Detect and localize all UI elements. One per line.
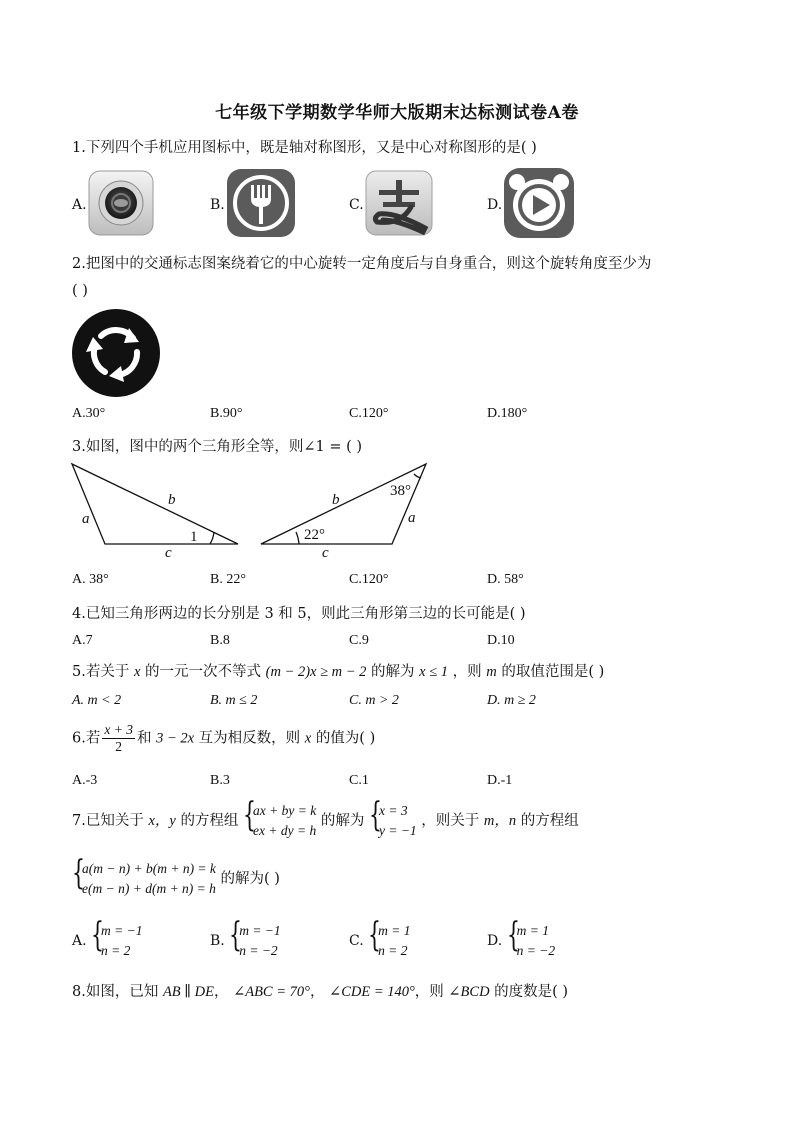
q3-option-a: A. 38° xyxy=(72,572,109,587)
q6-option-a: A.-3 xyxy=(72,773,98,788)
q4-option-d: D.10 xyxy=(487,633,515,648)
q4-option-a: A.7 xyxy=(72,633,93,648)
q3-option-c: C.120° xyxy=(349,572,389,587)
question-2-line-2: ( ) xyxy=(72,283,88,299)
q2-option-c: C.120° xyxy=(349,406,389,421)
right-label-b: b xyxy=(332,492,340,508)
question-7-line-2: { a(m − n) + b(m + n) = k e(m − n) + d(m + n) = h 的解为( ) xyxy=(72,859,280,899)
question-1-text: 1.下列四个手机应用图标中，既是轴对称图形，又是中心对称图形的是( ) xyxy=(72,140,537,156)
q7-option-b: B. { m = −1 n = −2 xyxy=(210,915,281,958)
q1-option-a-label: A. xyxy=(72,197,87,213)
page-title: 七年级下学期数学华师大版期末达标测试卷A卷 xyxy=(215,103,579,123)
equation-system-2: { a(m − n) + b(m + n) = k e(m − n) + d(m + n) = h xyxy=(72,853,216,896)
q4-option-b: B.8 xyxy=(210,633,230,648)
right-angle-22-arc xyxy=(296,532,299,544)
left-angle-1-arc xyxy=(210,532,214,544)
question-7-line-1: 7.已知关于 x，y 的方程组 { ax + by = k ex + dy = h 的解为 { x = 3 y = −1 ，则关于 m，n 的方程组 xyxy=(72,801,579,841)
question-2-line-1: 2.把图中的交通标志图案绕着它的中心旋转一定角度后与自身重合，则这个旋转角度至少为 xyxy=(72,256,652,272)
q2-option-d: D.180° xyxy=(487,406,528,421)
roundabout-sign-icon xyxy=(71,308,161,398)
fraction: $\frac{x + 3}{2}$ xyxy=(104,722,133,754)
question-3-text: 3.如图，图中的两个三角形全等，则∠1 = ( ) xyxy=(72,439,362,455)
solution-system-1: { x = 3 y = −1 xyxy=(368,795,417,838)
right-label-angle-38: 38° xyxy=(390,483,411,499)
left-label-angle-1: 1 xyxy=(190,529,198,545)
left-label-a: a xyxy=(82,511,90,527)
q1-option-d-label: D. xyxy=(487,197,503,213)
q5-option-a: A. m < 2 xyxy=(72,693,122,708)
q6-option-c: C.1 xyxy=(349,773,369,788)
question-6-text: 6.若 $\frac{x + 3}{2}$ 和 3 − 2x 互为相反数，则 x 的值为( ) xyxy=(72,722,376,754)
camera-lens-icon xyxy=(88,170,154,236)
q5-option-b: B. m ≤ 2 xyxy=(210,693,258,708)
question-4-text: 4.已知三角形两边的长分别是 3 和 5，则此三角形第三边的长可能是( ) xyxy=(72,606,526,622)
q6-option-d: D.-1 xyxy=(487,773,513,788)
left-label-b: b xyxy=(168,492,176,508)
q3-option-d: D. 58° xyxy=(487,572,524,587)
question-8-text: 8.如图，已知 AB ∥ DE， ∠ABC = 70°， ∠CDE = 140°，则 ∠BCD 的度数是( ) xyxy=(72,984,569,1000)
right-label-a: a xyxy=(408,510,416,526)
congruent-triangles-figure xyxy=(68,460,438,560)
q7-option-c: C. { m = 1 n = 2 xyxy=(349,915,411,958)
q5-option-c: C. m > 2 xyxy=(349,693,399,708)
q2-option-a: A.30° xyxy=(72,406,106,421)
q4-option-c: C.9 xyxy=(349,633,369,648)
equation-system-1: { ax + by = k ex + dy = h xyxy=(243,795,317,838)
right-triangle xyxy=(261,464,426,544)
q2-option-b: B.90° xyxy=(210,406,243,421)
q1-option-b-label: B. xyxy=(210,197,225,213)
q3-option-b: B. 22° xyxy=(210,572,246,587)
play-circle-icon xyxy=(503,167,575,239)
q5-option-d: D. m ≥ 2 xyxy=(487,693,536,708)
q7-option-d: D. { m = 1 n = −2 xyxy=(487,915,556,958)
q7-option-a: A. { m = −1 n = 2 xyxy=(72,915,143,958)
left-triangle xyxy=(72,464,238,544)
fork-icon xyxy=(226,168,296,238)
right-label-angle-22: 22° xyxy=(304,527,325,543)
alipay-zhi-icon xyxy=(365,170,433,236)
q1-option-c-label: C. xyxy=(349,197,364,213)
question-5-text: 5.若关于 x 的一元一次不等式 (m − 2)x ≥ m − 2 的解为 x ≤ 1 ，则 m 的取值范围是( ) xyxy=(72,664,605,680)
left-label-c: c xyxy=(165,545,172,560)
right-label-c: c xyxy=(322,545,329,560)
right-angle-38-arc xyxy=(414,474,421,478)
q6-option-b: B.3 xyxy=(210,773,230,788)
